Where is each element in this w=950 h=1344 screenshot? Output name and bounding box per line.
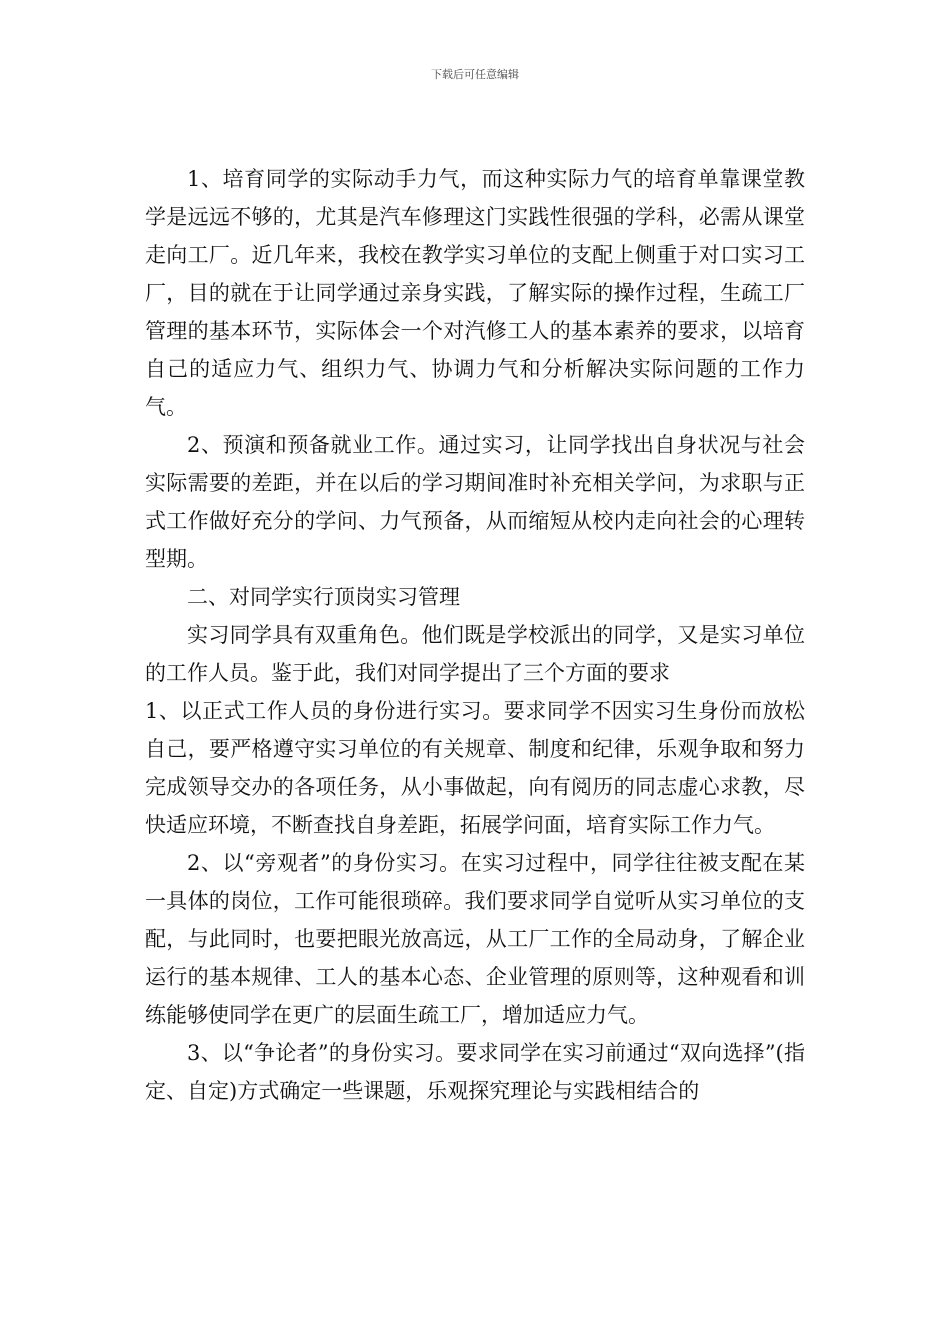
paragraph-cultivate-skills: 1、培育同学的实际动手力气，而这种实际力气的培育单靠课堂教学是远远不够的，尤其是汽车修理这门实践性很强的学科，必需从课堂走向工厂。近几年来，我校在教学实习单位的支配上侧重于对口实习工厂，目的就在于让同学通过亲身实践，了解实际的操作过程，生疏工厂管理的基本环节，实际体会一个对汽修工人的基本素养的要求，以培育自己的适应力气、组织力气、协调力气和分析解决实际问题的工作力气。 (145, 167, 805, 419)
page-header: 下载后可任意编辑 (431, 68, 519, 81)
paragraph-observer: 2、以“旁观者”的身份实习。在实习过程中，同学往往被支配在某一具体的岗位，工作可能很琐碎。我们要求同学自觉听从实习单位的支配，与此同时，也要把眼光放高远，从工厂工作的全局动身，了解企业运行的基本规律、工人的基本心态、企业管理的原则等，这种观看和训练能够使同学在更广的层面生疏工厂，增加适应力气。 (145, 851, 805, 1027)
document-body (145, 160, 805, 1110)
paragraph-formal-staff: 1、以正式工作人员的身份进行实习。要求同学不因实习生身份而放松自己，要严格遵守实习单位的有关规章、制度和纪律，乐观争取和努力完成领导交办的各项任务，从小事做起，向有阅历的同志虚心求教，尽快适应环境，不断查找自身差距，拓展学问面，培育实际工作力气。 (145, 699, 805, 837)
paragraph-researcher: 3、以“争论者”的身份实习。要求同学在实习前通过“双向选择”(指定、自定)方式确定一些课题，乐观探究理论与实践相结合的 (145, 1041, 805, 1103)
section-heading: 二、对同学实行顶岗实习管理 (187, 585, 460, 609)
paragraph-employment-prep: 2、预演和预备就业工作。通过实习，让同学找出自身状况与社会实际需要的差距，并在以后的学习期间准时补充相关学问，为求职与正式工作做好充分的学问、力气预备，从而缩短从校内走向社会的心理转型期。 (145, 433, 805, 571)
paragraph-dual-role: 实习同学具有双重角色。他们既是学校派出的同学，又是实习单位的工作人员。鉴于此，我们对同学提出了三个方面的要求 (145, 623, 805, 685)
